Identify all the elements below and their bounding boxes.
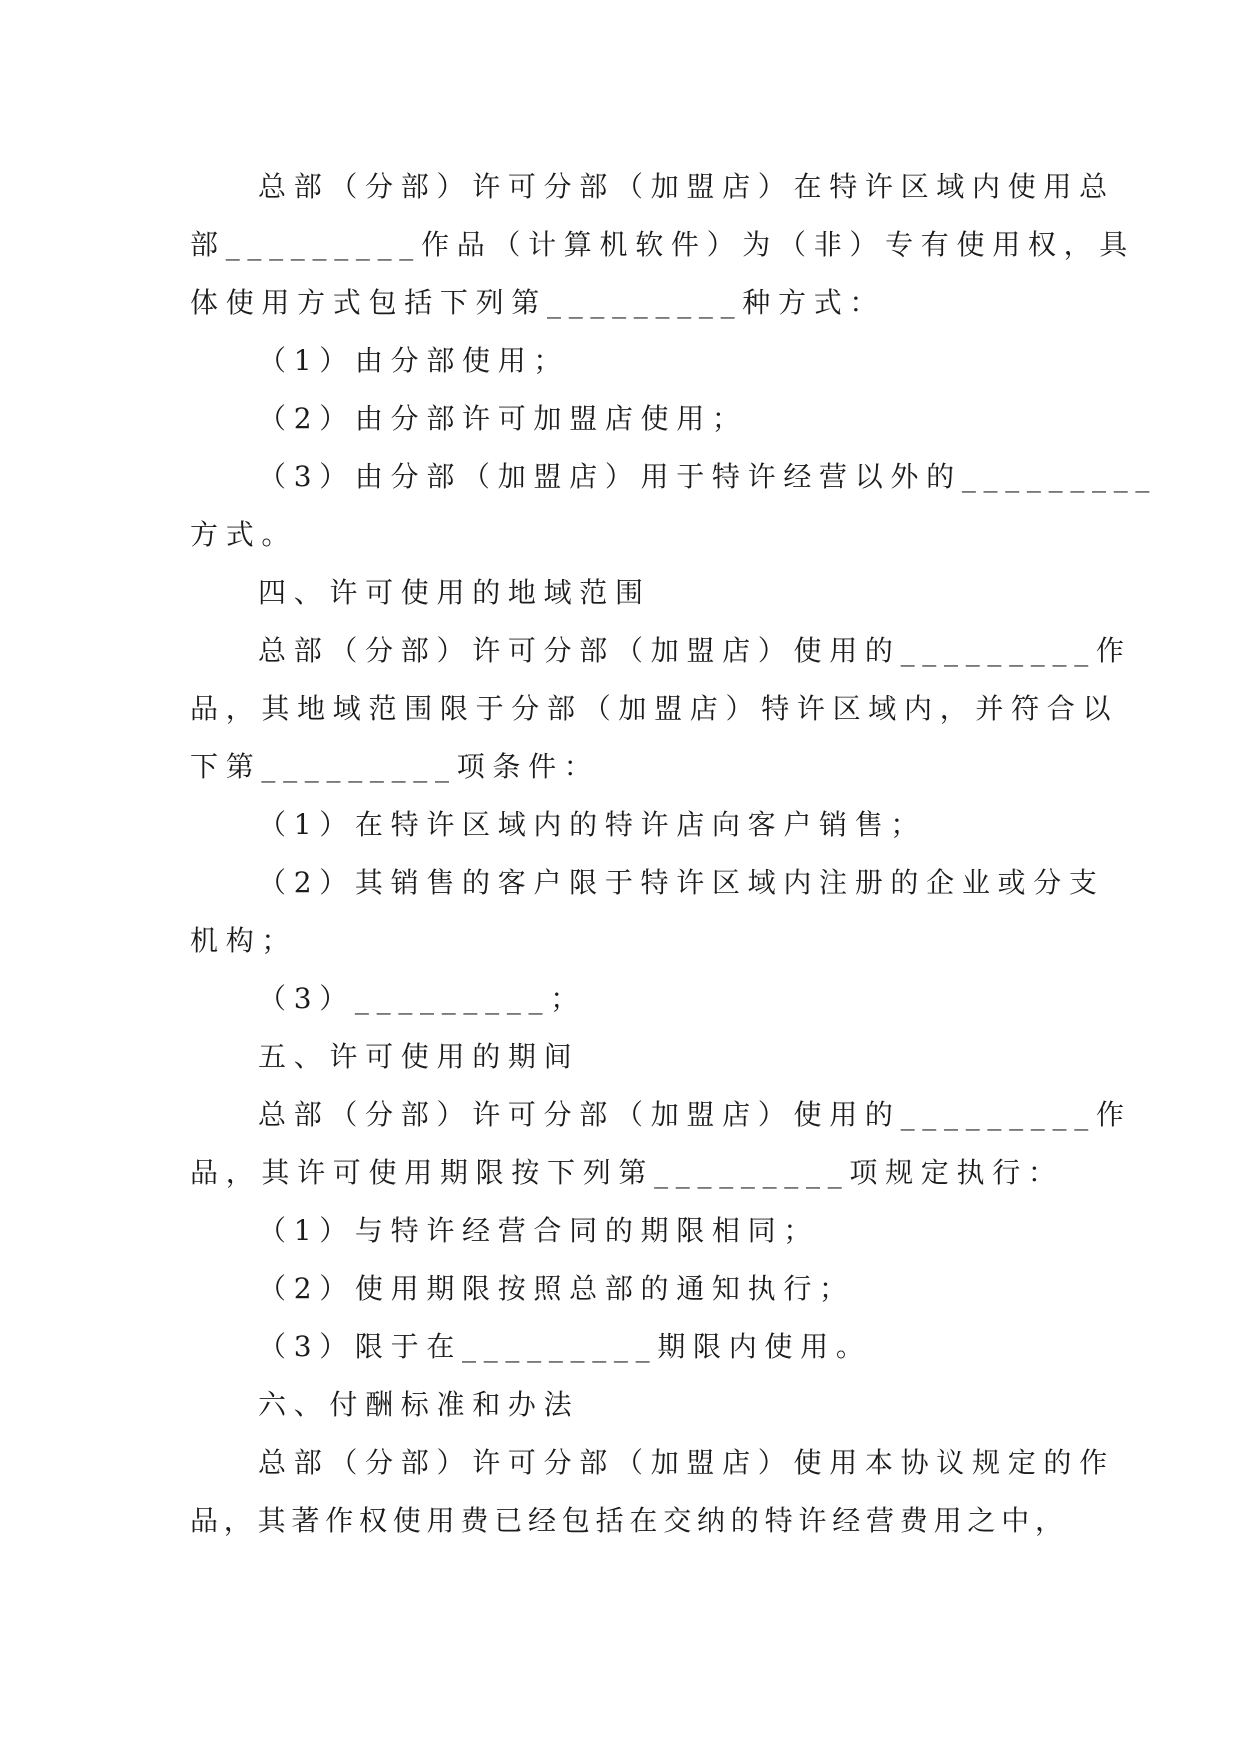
- paragraph-line: 部_________作品（计算机软件）为（非）专有使用权，具: [190, 228, 1136, 261]
- list-item: （3）由分部（加盟店）用于特许经营以外的_________: [258, 460, 1158, 493]
- document-page: [190, 158, 1158, 1550]
- paragraph-line: 体使用方式包括下列第_________种方式：: [190, 286, 886, 319]
- section-heading: 五、许可使用的期间: [258, 1040, 580, 1073]
- paragraph-line: 总部（分部）许可分部（加盟店）使用本协议规定的作: [258, 1446, 1115, 1479]
- list-item: （2）由分部许可加盟店使用；: [258, 402, 748, 435]
- paragraph-line: 品，其著作权使用费已经包括在交纳的特许经营费用之中，: [190, 1504, 1069, 1537]
- list-item: （3）_________；: [258, 982, 586, 1015]
- section-heading: 六、付酬标准和办法: [258, 1388, 580, 1421]
- paragraph-line: 方式。: [190, 518, 298, 551]
- paragraph-line: 总部（分部）许可分部（加盟店）在特许区域内使用总: [258, 170, 1115, 203]
- list-item: （2）其销售的客户限于特许区域内注册的企业或分支: [258, 866, 1105, 899]
- list-item: （2）使用期限按照总部的通知执行；: [258, 1272, 855, 1305]
- paragraph-line: 品，其许可使用期限按下列第_________项规定执行：: [190, 1156, 1064, 1189]
- list-item: （1）由分部使用；: [258, 344, 570, 377]
- list-item: （1）与特许经营合同的期限相同；: [258, 1214, 820, 1247]
- paragraph-line: 下第_________项条件：: [190, 750, 600, 783]
- paragraph-line: 品，其地域范围限于分部（加盟店）特许区域内，并符合以: [190, 692, 1119, 725]
- section-heading: 四、许可使用的地域范围: [258, 576, 651, 609]
- list-item: （1）在特许区域内的特许店向客户销售；: [258, 808, 927, 841]
- list-item: （3）限于在_________期限内使用。: [258, 1330, 872, 1363]
- paragraph-line: 总部（分部）许可分部（加盟店）使用的_________作: [258, 1098, 1132, 1131]
- paragraph-line: 机构；: [190, 924, 298, 957]
- paragraph-line: 总部（分部）许可分部（加盟店）使用的_________作: [258, 634, 1132, 667]
